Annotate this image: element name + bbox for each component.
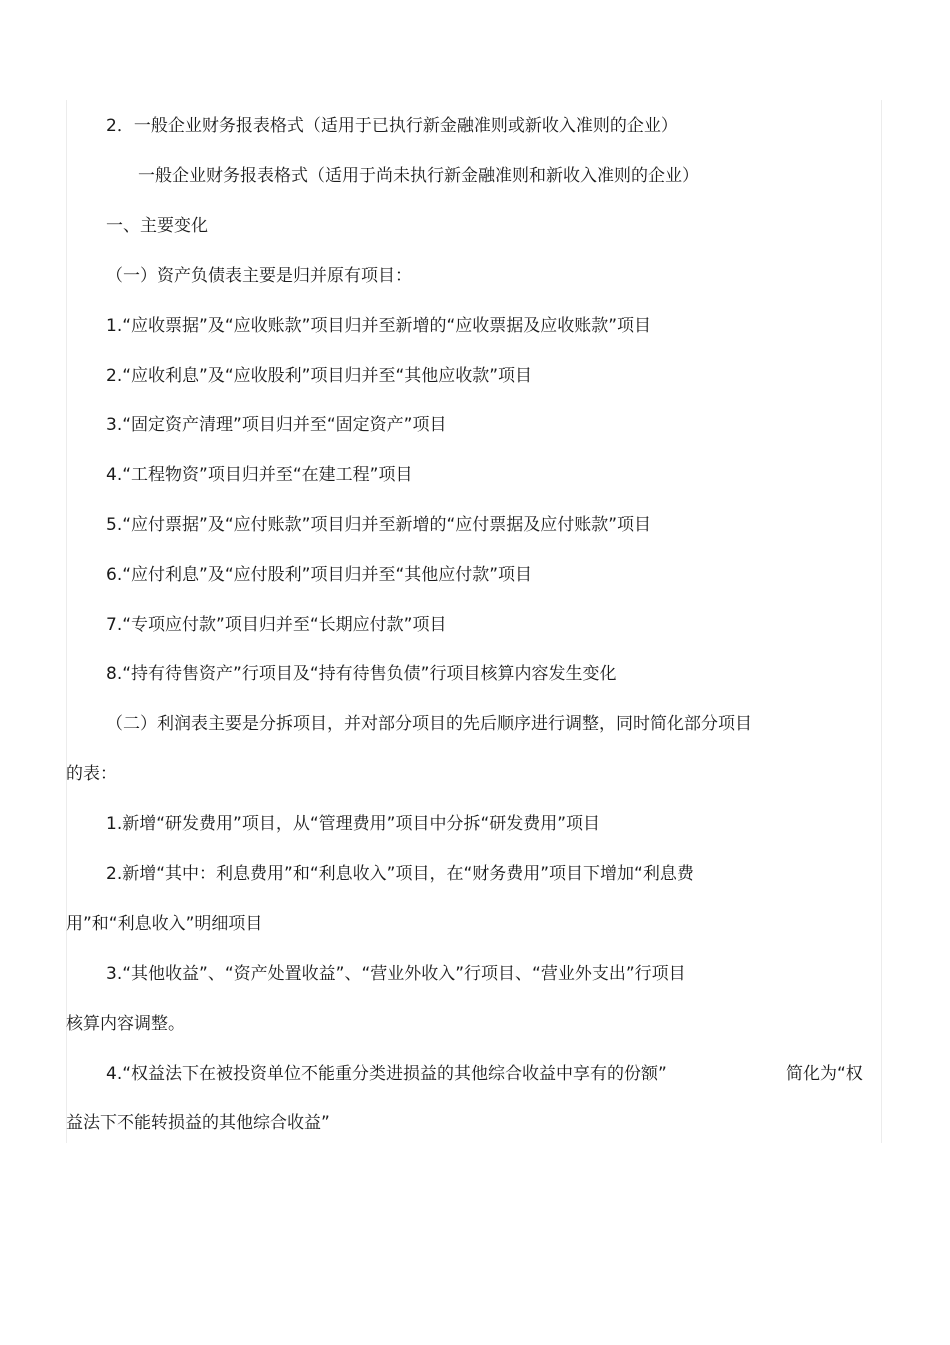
- list-item: 3.“其他收益”、“资产处置收益”、“营业外收入”行项目、“营业外支出”行项目: [106, 964, 686, 984]
- subheading-income-statement: （二）利润表主要是分拆项目，并对部分项目的先后顺序进行调整，同时简化部分项目: [106, 714, 752, 734]
- list-item: 5.“应付票据”及“应付账款”项目归并至新增的“应付票据及应付账款”项目: [106, 515, 652, 535]
- paragraph-continuation: 用”和“利息收入”明细项目: [66, 914, 263, 934]
- list-item: 4.“权益法下在被投资单位不能重分类进损益的其他综合收益中享有的份额”: [106, 1064, 667, 1084]
- paragraph-continuation: 核算内容调整。: [66, 1014, 185, 1034]
- list-item: 1.新增“研发费用”项目，从“管理费用”项目中分拆“研发费用”项目: [106, 814, 601, 834]
- list-item: 8.“持有待售资产”行项目及“持有待售负债”行项目核算内容发生变化: [106, 664, 617, 684]
- list-item: 2.新增“其中：利息费用”和“利息收入”项目，在“财务费用”项目下增加“利息费: [106, 864, 694, 884]
- list-item: 3.“固定资产清理”项目归并至“固定资产”项目: [106, 415, 447, 435]
- paragraph-continuation: 的表：: [66, 764, 117, 784]
- paragraph-continuation: 益法下不能转损益的其他综合收益”: [66, 1113, 330, 1133]
- list-item: 4.“工程物资”项目归并至“在建工程”项目: [106, 465, 413, 485]
- heading-main-changes: 一、主要变化: [106, 216, 208, 236]
- list-item: 2.“应收利息”及“应收股利”项目归并至“其他应收款”项目: [106, 366, 533, 386]
- subheading-balance-sheet: （一）资产负债表主要是归并原有项目：: [106, 266, 412, 286]
- list-item: 1.“应收票据”及“应收账款”项目归并至新增的“应收票据及应收账款”项目: [106, 316, 652, 336]
- section-heading-2: 2．一般企业财务报表格式（适用于已执行新金融准则或新收入准则的企业）: [106, 116, 678, 136]
- list-item: 7.“专项应付款”项目归并至“长期应付款”项目: [106, 615, 447, 635]
- list-item-tail: 简化为“权: [786, 1064, 863, 1084]
- list-item: 6.“应付利息”及“应付股利”项目归并至“其他应付款”项目: [106, 565, 533, 585]
- subheading-format: 一般企业财务报表格式（适用于尚未执行新金融准则和新收入准则的企业）: [138, 166, 699, 186]
